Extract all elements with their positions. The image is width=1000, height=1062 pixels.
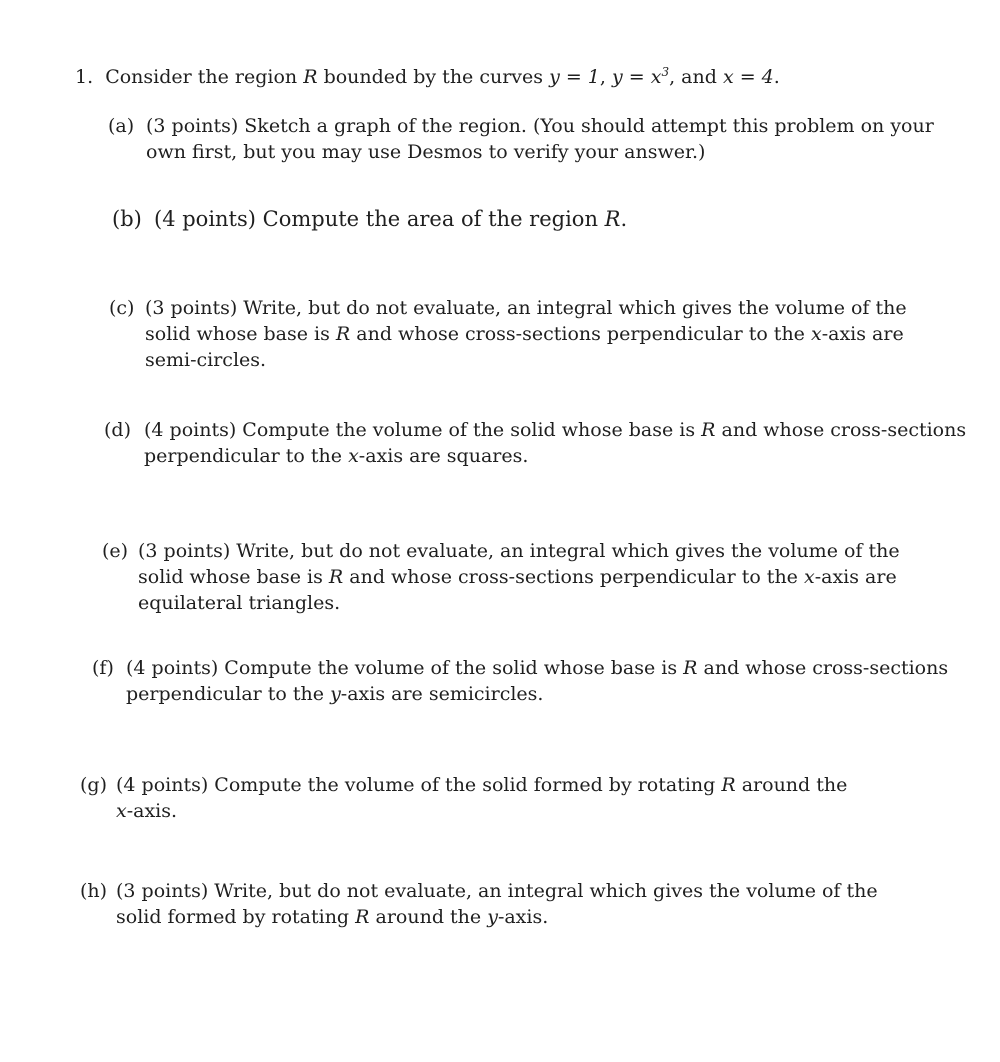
part-text: (4 points) Compute the volume of the solid formed by rotating R around the bbox=[116, 774, 848, 796]
part-text: own first, but you may use Desmos to verify your answer.) bbox=[146, 141, 706, 163]
part-text: (3 points) Write, but do not evaluate, an integral which gives the volume of the bbox=[138, 540, 900, 562]
part-text: equilateral triangles. bbox=[138, 592, 341, 614]
part-text: (4 points) Compute the volume of the solid whose base is R and whose cross-sections bbox=[126, 657, 949, 679]
region-variable: R bbox=[303, 66, 318, 88]
part-text: (4 points) Compute the area of the region R. bbox=[154, 207, 628, 231]
part-text: x-axis. bbox=[116, 800, 178, 822]
statement-text: , and bbox=[669, 66, 717, 88]
part-d bbox=[104, 417, 966, 469]
part-label: (h) bbox=[80, 880, 108, 902]
part-b bbox=[112, 206, 627, 232]
part-text: (4 points) Compute the volume of the solid whose base is R and whose cross-sections bbox=[144, 419, 967, 441]
statement-text: Consider the region bbox=[105, 66, 298, 88]
part-e bbox=[102, 538, 900, 616]
part-text: solid whose base is R and whose cross-sections perpendicular to the x-axis are bbox=[138, 566, 897, 588]
part-label: (b) bbox=[112, 207, 142, 231]
part-text: (3 points) Write, but do not evaluate, an integral which gives the volume of the bbox=[116, 880, 878, 902]
statement-text: bounded by the curves bbox=[323, 66, 544, 88]
part-text: (3 points) Write, but do not evaluate, an integral which gives the volume of the bbox=[145, 297, 907, 319]
part-text: solid whose base is R and whose cross-sections perpendicular to the x-axis are bbox=[145, 323, 904, 345]
problem-number: 1. bbox=[75, 66, 94, 88]
part-label: (e) bbox=[102, 540, 129, 562]
part-text: perpendicular to the x-axis are squares. bbox=[144, 445, 529, 467]
part-text: semi-circles. bbox=[145, 349, 267, 371]
part-c bbox=[109, 295, 907, 373]
part-g bbox=[80, 772, 847, 824]
problem-statement: 1. Consider the region R bounded by the curves y = 1, $y = x^3$, and x = 4. bbox=[75, 65, 780, 88]
part-label: (a) bbox=[108, 115, 135, 137]
part-f bbox=[92, 655, 948, 707]
part-label: (d) bbox=[104, 419, 131, 441]
part-a bbox=[108, 113, 934, 165]
part-label: (g) bbox=[80, 774, 107, 796]
part-h bbox=[80, 878, 878, 930]
part-text: perpendicular to the y-axis are semicircles. bbox=[126, 683, 544, 705]
curve-equation: y = 1 bbox=[549, 66, 600, 88]
part-label: (f) bbox=[92, 657, 114, 679]
curve-equation: x = 4 bbox=[722, 66, 774, 88]
part-text: (3 points) Sketch a graph of the region. (You should attempt this problem on your bbox=[146, 115, 934, 137]
part-label: (c) bbox=[109, 297, 135, 319]
part-text: solid formed by rotating R around the y-axis. bbox=[116, 906, 549, 928]
curve-equation: $y = x^3$ bbox=[612, 65, 670, 88]
